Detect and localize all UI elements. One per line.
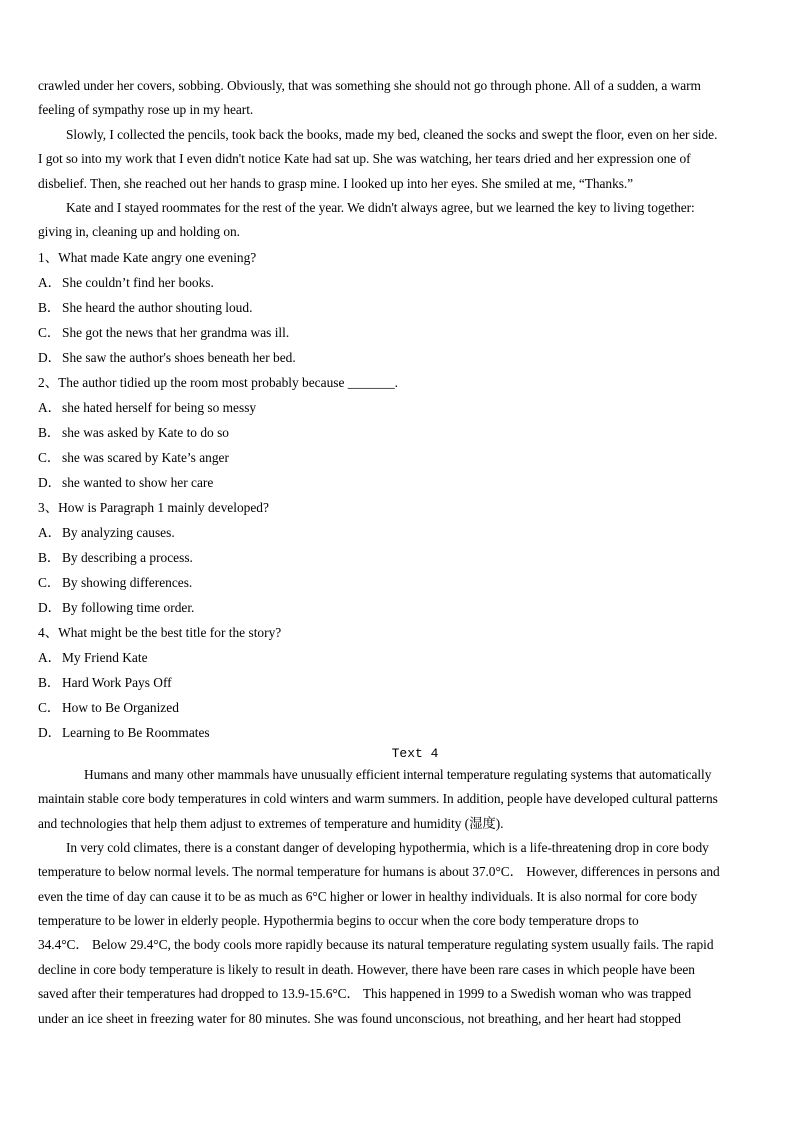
option-text: My Friend Kate <box>62 649 148 665</box>
text-line: temperature to below normal levels. The normal temperature for humans is about 37.0°C． However, differences in persons and <box>38 864 720 880</box>
text4-passage <box>38 763 760 1031</box>
option-label: D． <box>38 724 62 740</box>
option-text: Learning to Be Roommates <box>62 724 210 740</box>
option-label: A． <box>38 649 62 665</box>
option-label: C． <box>38 699 61 715</box>
text-line: Kate and I stayed roommates for the rest of the year. We didn't always agree, but we learned the key to living together: <box>66 199 695 215</box>
option-text: By analyzing causes. <box>62 524 175 540</box>
option-label: B． <box>38 549 61 565</box>
document-page <box>38 74 760 1031</box>
option-d <box>38 720 760 745</box>
option-b <box>38 420 760 445</box>
option-label: C． <box>38 574 61 590</box>
text-line: under an ice sheet in freezing water for 80 minutes. She was found unconscious, not breathing, and her heart had stopped <box>38 1010 681 1026</box>
option-c <box>38 570 760 595</box>
option-label: C． <box>38 324 61 340</box>
option-text: She got the news that her grandma was ill. <box>62 324 290 340</box>
option-text: How to Be Organized <box>62 699 179 715</box>
question-stem: 3、How is Paragraph 1 mainly developed? <box>38 499 269 515</box>
option-label: D． <box>38 599 62 615</box>
text-line: 34.4°C． Below 29.4°C, the body cools more rapidly because its natural temperature regulating system usually fails. The rapid <box>38 937 714 953</box>
option-text: She couldn’t find her books. <box>62 274 214 290</box>
text-line: Humans and many other mammals have unusually efficient internal temperature regulating systems that automatically <box>84 766 712 782</box>
option-c <box>38 320 760 345</box>
question-list <box>38 245 760 745</box>
option-text: By showing differences. <box>62 574 193 590</box>
option-label: A． <box>38 274 62 290</box>
option-label: D． <box>38 474 62 490</box>
option-text: By following time order. <box>62 599 195 615</box>
option-d <box>38 595 760 620</box>
question-stem: 4、What might be the best title for the story? <box>38 624 282 640</box>
option-d <box>38 470 760 495</box>
text-line: maintain stable core body temperatures in cold winters and warm summers. In addition, people have developed cultural patterns <box>38 791 718 807</box>
text-line: saved after their temperatures had dropped to 13.9-15.6°C． This happened in 1999 to a Swedish woman who was trapped <box>38 986 692 1002</box>
question-1 <box>38 245 760 370</box>
text-line: I got so into my work that I even didn't notice Kate had sat up. She was watching, her tears dried and her expression one of <box>38 151 691 167</box>
question-3 <box>38 495 760 620</box>
option-a <box>38 270 760 295</box>
text-line: crawled under her covers, sobbing. Obviously, that was something she should not go through phone. All of a sudden, a warm <box>38 78 701 93</box>
question-2 <box>38 370 760 495</box>
option-text: she was scared by Kate’s anger <box>62 449 229 465</box>
option-c <box>38 695 760 720</box>
option-text: She saw the author's shoes beneath her bed. <box>62 349 296 365</box>
option-text: Hard Work Pays Off <box>62 674 172 690</box>
option-label: C． <box>38 449 61 465</box>
option-a <box>38 645 760 670</box>
option-d <box>38 345 760 370</box>
option-b <box>38 670 760 695</box>
option-a <box>38 520 760 545</box>
option-label: A． <box>38 399 62 415</box>
text-line: temperature to be lower in elderly people. Hypothermia begins to occur when the core body temperature drops to <box>38 913 639 929</box>
text-line: even the time of day can cause it to be as much as 6°C higher or lower in healthy individuals. It is also normal for core body <box>38 888 698 904</box>
option-text: By describing a process. <box>62 549 193 565</box>
text-line: giving in, cleaning up and holding on. <box>38 224 240 240</box>
option-label: B． <box>38 299 61 315</box>
option-label: B． <box>38 424 61 440</box>
option-text: she wanted to show her care <box>62 474 214 490</box>
option-text: she hated herself for being so messy <box>62 399 257 415</box>
option-label: B． <box>38 674 61 690</box>
question-4 <box>38 620 760 745</box>
question-stem: 1、What made Kate angry one evening? <box>38 249 257 265</box>
option-a <box>38 395 760 420</box>
option-c <box>38 445 760 470</box>
option-b <box>38 295 760 320</box>
section-heading: Text 4 <box>391 745 439 761</box>
text-line: Slowly, I collected the pencils, took back the books, made my bed, cleaned the socks and swept the floor, even on her side. <box>66 126 718 142</box>
option-text: She heard the author shouting loud. <box>62 299 253 315</box>
text-line: feeling of sympathy rose up in my heart. <box>38 102 254 118</box>
option-label: A． <box>38 524 62 540</box>
text-line: In very cold climates, there is a constant danger of developing hypothermia, which is a life-threatening drop in core body <box>66 839 709 855</box>
question-stem: 2、The author tidied up the room most probably because _______. <box>38 374 398 390</box>
option-b <box>38 545 760 570</box>
passage-continuation <box>38 74 760 245</box>
text-line: disbelief. Then, she reached out her hands to grasp mine. I looked up into her eyes. She smiled at me, “Thanks.” <box>38 175 634 191</box>
option-text: she was asked by Kate to do so <box>62 424 229 440</box>
text-line: decline in core body temperature is likely to result in death. However, there have been rare cases in which people have been <box>38 961 695 977</box>
option-label: D． <box>38 349 62 365</box>
text-line: and technologies that help them adjust to extremes of temperature and humidity (湿度). <box>38 815 504 831</box>
